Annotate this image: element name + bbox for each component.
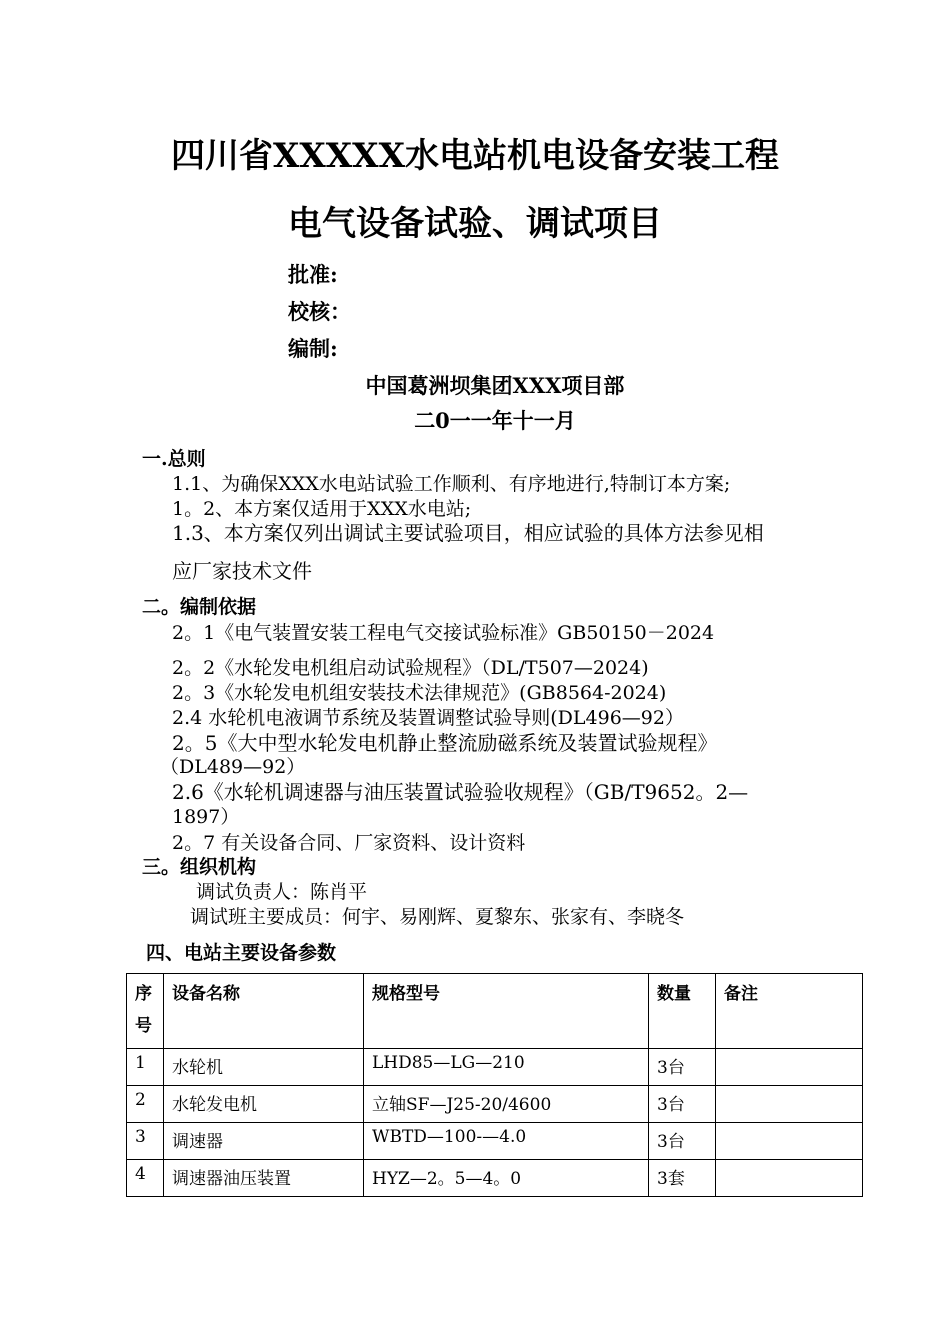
table-cell: 调速器 bbox=[164, 1123, 364, 1160]
table-cell: 4 bbox=[127, 1160, 164, 1197]
approve-label: 批准: bbox=[288, 262, 338, 287]
table-cell: 3台 bbox=[649, 1049, 716, 1086]
table-cell: 水轮机 bbox=[164, 1049, 364, 1086]
document-title: 四川省XXXXX水电站机电设备安装工程 bbox=[171, 136, 779, 176]
table-cell bbox=[716, 1049, 863, 1086]
table-row bbox=[127, 1049, 863, 1086]
table-cell: 调速器油压装置 bbox=[164, 1160, 364, 1197]
column-header-quantity: 数量 bbox=[649, 974, 716, 1049]
paragraph-line: 调试班主要成员：何宇、易刚辉、夏黎东、张家有、李晓冬 bbox=[190, 906, 685, 928]
table-cell bbox=[716, 1086, 863, 1123]
table-cell: 1 bbox=[127, 1049, 164, 1086]
column-header-serial: 序号 bbox=[127, 974, 164, 1049]
table-cell: 3 bbox=[127, 1123, 164, 1160]
paragraph-line: 2。5《大中型水轮发电机静止整流励磁系统及装置试验规程》 bbox=[172, 731, 718, 755]
paragraph-line: 1.1、为确保XXX水电站试验工作顺利、有序地进行,特制订本方案; bbox=[172, 473, 731, 495]
paragraph-line: 应厂家技术文件 bbox=[172, 559, 312, 583]
table-cell: 立轴SF—J25-20/4600 bbox=[364, 1086, 649, 1123]
review-label: 校核： bbox=[288, 299, 351, 324]
document-date: 二0一一年十一月 bbox=[414, 408, 576, 433]
document-subtitle: 电气设备试验、调试项目 bbox=[288, 204, 662, 244]
column-header-device-name: 设备名称 bbox=[164, 974, 364, 1049]
organization: 中国葛洲坝集团XXX项目部 bbox=[365, 373, 625, 398]
section-heading-general: 一.总则 bbox=[142, 448, 206, 470]
table-header-row bbox=[127, 974, 863, 1049]
table-cell: 3套 bbox=[649, 1160, 716, 1197]
paragraph-line: 2.6《水轮机调速器与油压装置试验验收规程》（GB/T9652。2— bbox=[172, 780, 749, 804]
paragraph-line: 2。1《电气装置安装工程电气交接试验标准》GB50150－2024 bbox=[172, 622, 715, 644]
paragraph-line: 1897） bbox=[172, 806, 240, 828]
paragraph-line: （DL489—92） bbox=[160, 756, 306, 778]
table-cell: WBTD—100-—4.0 bbox=[364, 1123, 649, 1160]
table-cell bbox=[716, 1123, 863, 1160]
compile-label: 编制: bbox=[288, 336, 338, 361]
column-header-model: 规格型号 bbox=[364, 974, 649, 1049]
section-heading-organization: 三。组织机构 bbox=[142, 856, 257, 878]
table-row bbox=[127, 1160, 863, 1197]
table-cell: 3台 bbox=[649, 1123, 716, 1160]
equipment-parameters-table bbox=[126, 973, 863, 1197]
table-cell: LHD85—LG—210 bbox=[364, 1049, 649, 1086]
section-heading-basis: 二。编制依据 bbox=[142, 596, 257, 618]
table-cell: 3台 bbox=[649, 1086, 716, 1123]
table-row bbox=[127, 1123, 863, 1160]
paragraph-line: 2.4 水轮机电液调节系统及装置调整试验导则(DL496—92） bbox=[172, 707, 684, 729]
table-row bbox=[127, 1086, 863, 1123]
paragraph-line: 2。7 有关设备合同、厂家资料、设计资料 bbox=[172, 832, 526, 854]
column-header-remarks: 备注 bbox=[716, 974, 863, 1049]
paragraph-line: 2。3《水轮发电机组安装技术法律规范》(GB8564-2024) bbox=[172, 682, 667, 704]
paragraph-line: 2。2《水轮发电机组启动试验规程》（DL/T507—2024) bbox=[172, 657, 649, 679]
table-cell: HYZ—2。5—4。0 bbox=[364, 1160, 649, 1197]
table-cell: 水轮发电机 bbox=[164, 1086, 364, 1123]
paragraph-line: 1。2、本方案仅适用于XXX水电站; bbox=[172, 498, 472, 520]
paragraph-line: 调试负责人：陈肖平 bbox=[196, 881, 368, 903]
paragraph-line: 1.3、本方案仅列出调试主要试验项目，相应试验的具体方法参见相 bbox=[172, 521, 764, 545]
table-cell: 2 bbox=[127, 1086, 164, 1123]
section-heading-equipment: 四、电站主要设备参数 bbox=[146, 942, 337, 964]
table-cell bbox=[716, 1160, 863, 1197]
